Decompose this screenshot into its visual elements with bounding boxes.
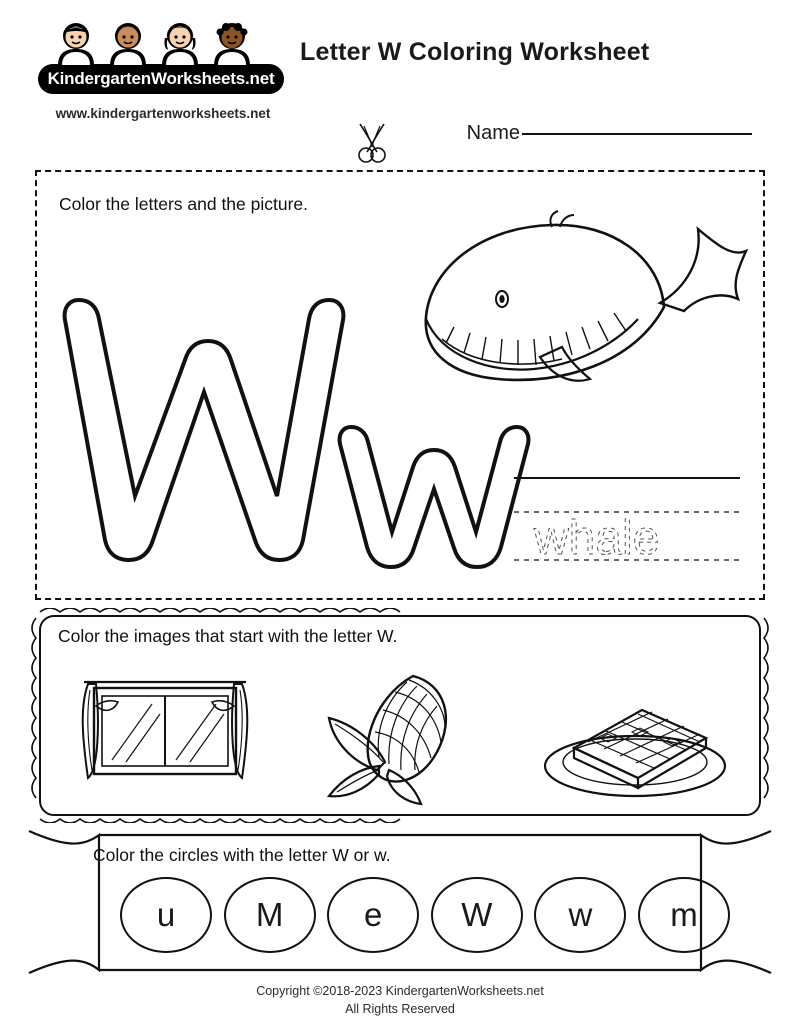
waffle-icon[interactable] [530,666,740,811]
four-kids-icon [52,18,267,66]
word-tracing-area[interactable] [512,472,742,577]
letter-circle[interactable]: W [431,877,523,953]
copyright-text: Copyright ©2018-2023 KindergartenWorksheets.net [256,984,544,998]
letter-circle[interactable]: u [120,877,212,953]
section-color-letters [35,170,765,600]
rights-text: All Rights Reserved [345,1002,455,1017]
trace-word-text: whale [534,512,660,565]
site-logo[interactable] [38,18,293,121]
page-title: Letter W Coloring Worksheet [300,38,650,66]
site-url: www.kindergartenworksheets.net [55,106,271,121]
instruction-color-images: Color the images that start with the letter W. [58,626,398,646]
name-label: Name [466,122,520,144]
section-color-images [30,608,770,823]
letter-circle[interactable]: w [534,877,626,953]
name-field [467,122,752,145]
window-icon[interactable] [60,666,270,811]
page-header [0,0,800,150]
scissors-icon [352,122,392,168]
letter-circle[interactable]: M [224,877,316,953]
logo-brand-text: KindergartenWorksheets.net [38,64,284,94]
lowercase-letter-outline[interactable] [337,397,532,577]
instruction-color-circles: Color the circles with the letter W or w. [93,845,391,865]
section-color-circles [25,825,775,980]
instruction-color-letters: Color the letters and the picture. [59,194,309,214]
letter-circle-row [120,877,730,953]
uppercase-letter-outline[interactable] [59,282,349,572]
image-choices [48,663,752,813]
name-input-line[interactable] [522,132,752,135]
whale-icon[interactable] [402,207,762,407]
page-footer [0,982,800,1018]
corn-icon[interactable] [295,666,505,811]
letter-circle[interactable]: e [327,877,419,953]
letter-circle[interactable]: m [638,877,730,953]
